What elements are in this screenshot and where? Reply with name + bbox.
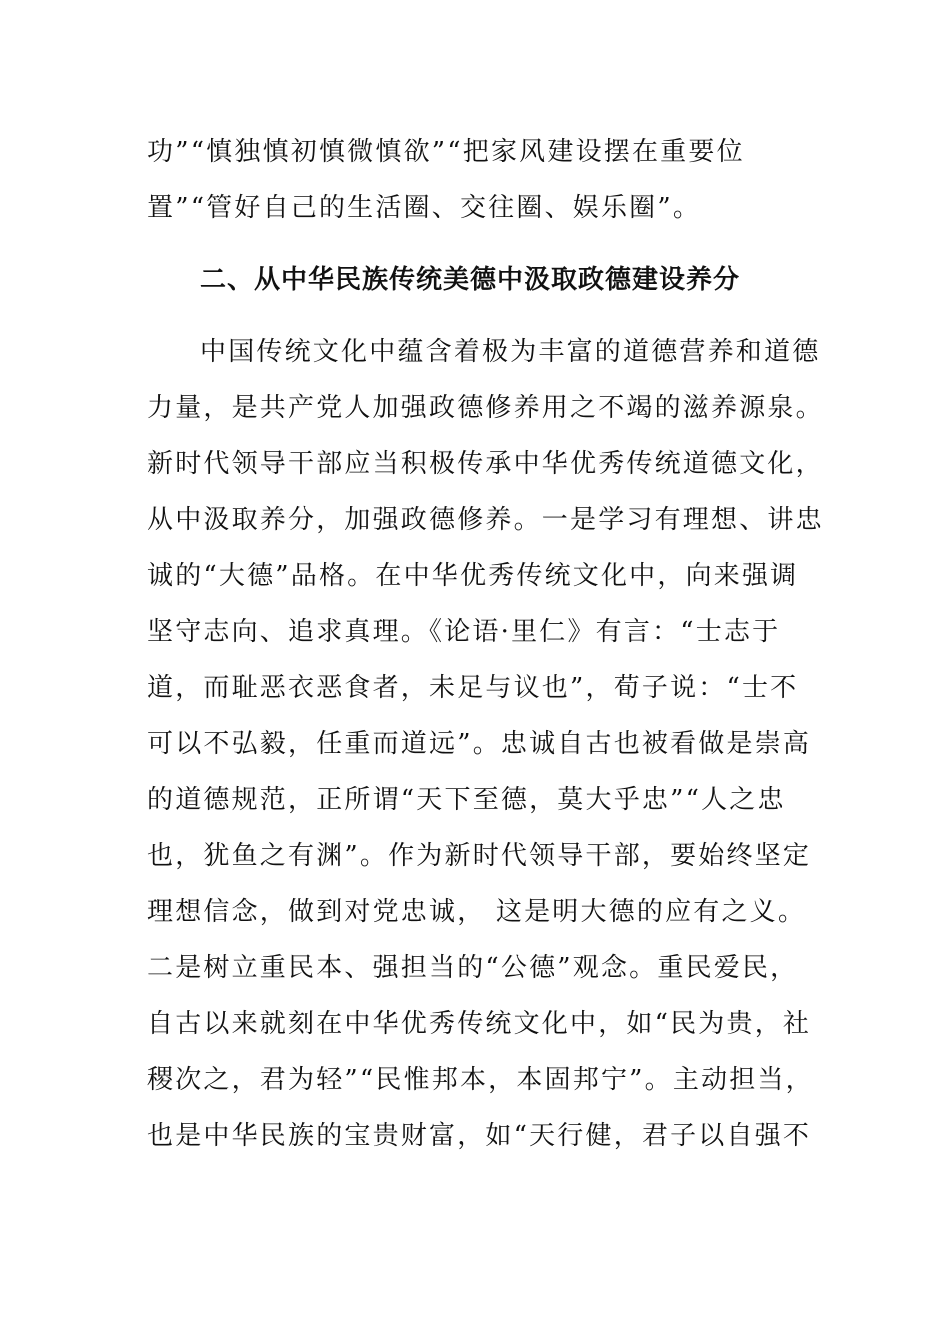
text-line: 可以不弘毅，任重而道远”。忠诚自古也被看做是崇高 — [147, 729, 812, 759]
section-heading: 二、从中华民族传统美德中汲取政德建设养分 — [200, 265, 741, 295]
text-line: 道，而耻恶衣恶食者，未足与议也”，荀子说：“士不 — [147, 673, 799, 703]
text-line: 理想信念，做到对党忠诚， 这是明大德的应有之义。 — [147, 897, 807, 927]
text-line: 新时代领导干部应当积极传承中华优秀传统道德文化， — [147, 449, 824, 479]
text-line: 功”“慎独慎初慎微慎欲”“把家风建设摆在重要位 — [147, 137, 745, 167]
text-line: 也是中华民族的宝贵财富，如“天行健，君子以自强不 — [147, 1121, 812, 1151]
text-line: 力量，是共产党人加强政德修养用之不竭的滋养源泉。 — [147, 393, 824, 423]
paragraph-first-line: 中国传统文化中蕴含着极为丰富的道德营养和道德 — [200, 337, 821, 367]
text-line: 稷次之，君为轻”“民惟邦本，本固邦宁”。主动担当， — [147, 1065, 814, 1095]
text-line: 的道德规范，正所谓“天下至德，莫大乎忠”“人之忠 — [147, 785, 786, 815]
text-line: 诚的“大德”品格。在中华优秀传统文化中，向来强调 — [147, 561, 799, 591]
text-line: 坚守志向、追求真理。《论语·里仁》有言：“士志于 — [147, 617, 781, 647]
text-line: 也，犹鱼之有渊”。作为新时代领导干部，要始终坚定 — [147, 841, 812, 871]
text-line: 自古以来就刻在中华优秀传统文化中，如“民为贵，社 — [147, 1009, 812, 1039]
text-line: 二是树立重民本、强担当的“公德”观念。重民爱民， — [147, 953, 799, 983]
text-line: 置”“管好自己的生活圈、交往圈、娱乐圈”。 — [147, 193, 702, 223]
text-line: 从中汲取养分，加强政德修养。一是学习有理想、讲忠 — [147, 505, 824, 535]
